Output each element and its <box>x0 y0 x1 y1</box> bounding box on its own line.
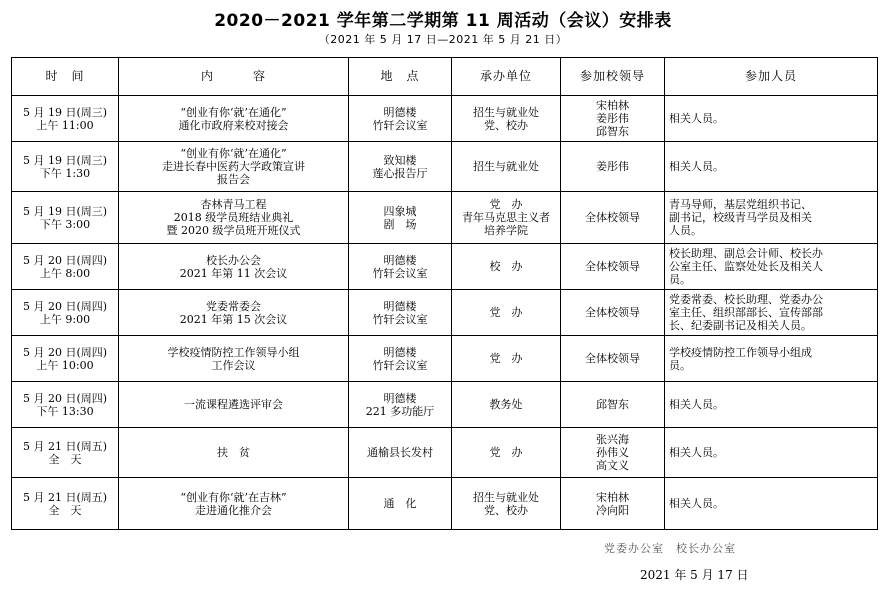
cell-place-line: 明德楼 <box>383 345 417 359</box>
cell-leaders <box>561 382 665 428</box>
cell-attendees-line: 副书记，校级青马学员及相关 <box>669 211 812 224</box>
header-time: 时 间 <box>12 58 119 96</box>
cell-attendees <box>665 478 878 530</box>
cell-leaders <box>561 478 665 530</box>
cell-content-line: “创业有你‘就’在通化” <box>180 147 287 160</box>
cell-time-line: 5 月 21 日(周五) <box>22 439 108 453</box>
cell-attendees-line: 员。 <box>669 358 691 372</box>
cell-place-line: 221 多功能厅 <box>365 404 435 418</box>
cell-time <box>12 96 119 142</box>
cell-organizer-line: 党 办 <box>489 306 523 319</box>
cell-content <box>119 142 349 192</box>
cell-time <box>12 290 119 336</box>
cell-organizer <box>452 290 561 336</box>
cell-organizer-line: 培养学院 <box>484 224 528 237</box>
cell-content-line: 2021 年第 11 次会议 <box>179 266 288 280</box>
cell-content-line: 扶 贫 <box>217 446 250 459</box>
cell-time <box>12 142 119 192</box>
cell-leaders-line: 邱智东 <box>596 398 629 411</box>
cell-leaders <box>561 192 665 244</box>
cell-time <box>12 382 119 428</box>
table-row <box>12 96 878 142</box>
cell-leaders-line: 姜彤伟 <box>596 112 629 125</box>
cell-organizer <box>452 382 561 428</box>
cell-leaders-line: 宋柏林 <box>596 490 629 504</box>
cell-organizer-line: 青年马克思主义者 <box>462 211 550 224</box>
cell-leaders-line: 宋柏林 <box>596 99 629 112</box>
cell-place-line: 致知楼 <box>383 153 417 167</box>
cell-leaders-line: 全体校领导 <box>585 260 640 273</box>
header-attendees: 参加人员 <box>665 58 878 96</box>
table-row <box>12 336 878 382</box>
cell-organizer <box>452 192 561 244</box>
cell-organizer <box>452 336 561 382</box>
cell-attendees-line: 人员。 <box>669 224 702 237</box>
cell-leaders-line: 冷向阳 <box>596 503 629 517</box>
cell-content-line: “创业有你‘就’在吉林” <box>180 490 287 504</box>
cell-leaders-line: 全体校领导 <box>585 306 640 319</box>
cell-time <box>12 192 119 244</box>
table-row <box>12 142 878 192</box>
cell-time-line: 上午 10:00 <box>36 358 94 372</box>
cell-time-line: 5 月 20 日(周四) <box>22 345 108 359</box>
cell-place <box>349 336 452 382</box>
table-row <box>12 244 878 290</box>
cell-place-line: 竹轩会议室 <box>372 118 428 132</box>
cell-content-line: 暨 2020 级学员班开班仪式 <box>166 224 301 237</box>
cell-time-line: 全 天 <box>48 452 82 466</box>
cell-content-line: 报告会 <box>217 173 250 186</box>
cell-attendees-line: 相关人员。 <box>669 446 724 459</box>
cell-organizer-line: 党 办 <box>489 446 523 459</box>
cell-organizer <box>452 428 561 478</box>
cell-time <box>12 478 119 530</box>
cell-time <box>12 336 119 382</box>
cell-organizer-line: 党 办 <box>489 352 523 365</box>
cell-content <box>119 382 349 428</box>
cell-leaders <box>561 428 665 478</box>
cell-time-line: 5 月 21 日(周五) <box>22 490 108 504</box>
cell-leaders-line: 全体校领导 <box>585 352 640 365</box>
cell-organizer <box>452 96 561 142</box>
header-leaders: 参加校领导 <box>561 58 665 96</box>
header-content: 内 容 <box>119 58 349 96</box>
table-row <box>12 478 878 530</box>
cell-content <box>119 428 349 478</box>
cell-attendees-line: 公室主任、监察处处长及相关人 <box>669 260 823 273</box>
cell-organizer-line: 党 办 <box>489 198 523 211</box>
cell-attendees <box>665 428 878 478</box>
cell-content <box>119 336 349 382</box>
cell-leaders <box>561 96 665 142</box>
cell-attendees <box>665 192 878 244</box>
cell-content <box>119 290 349 336</box>
cell-place-line: 竹轩会议室 <box>372 358 428 372</box>
cell-attendees-line: 青马导师，基层党组织书记、 <box>669 198 812 211</box>
cell-time <box>12 244 119 290</box>
cell-place <box>349 96 452 142</box>
cell-content-line: 2021 年第 15 次会议 <box>179 312 288 326</box>
cell-time-line: 上午 8:00 <box>39 266 91 280</box>
cell-content-line: “创业有你‘就’在通化” <box>180 105 287 119</box>
cell-content-line: 走进通化推介会 <box>195 503 272 517</box>
cell-attendees-line: 学校疫情防控工作领导小组成 <box>669 345 812 359</box>
cell-content-line: 一流课程遴选评审会 <box>184 398 283 411</box>
table-row <box>12 428 878 478</box>
cell-content-line: 杏林青马工程 <box>200 198 267 211</box>
cell-leaders-line: 全体校领导 <box>585 211 640 224</box>
cell-time-line: 5 月 20 日(周四) <box>22 253 108 267</box>
cell-attendees <box>665 244 878 290</box>
header-place: 地 点 <box>349 58 452 96</box>
cell-place <box>349 192 452 244</box>
cell-organizer-line: 招生与就业处 <box>473 160 539 173</box>
cell-content-line: 党委常委会 <box>206 299 261 313</box>
cell-leaders <box>561 244 665 290</box>
cell-leaders <box>561 336 665 382</box>
cell-leaders-line: 姜彤伟 <box>596 160 629 173</box>
cell-attendees-line: 室主任、组织部部长、宣传部部 <box>669 306 823 319</box>
cell-attendees <box>665 142 878 192</box>
table-header-row <box>12 58 878 96</box>
cell-attendees-line: 校长助理、副总会计师、校长办 <box>669 247 823 260</box>
cell-place-line: 竹轩会议室 <box>372 266 428 280</box>
cell-place-line: 明德楼 <box>383 391 417 405</box>
cell-attendees-line: 党委常委、校长助理、党委办公 <box>669 293 823 306</box>
schedule-table <box>11 57 878 530</box>
cell-time-line: 5 月 20 日(周四) <box>22 299 108 313</box>
issue-date: 2021 年 5 月 17 日 <box>640 568 749 582</box>
cell-attendees <box>665 290 878 336</box>
cell-organizer-line: 招生与就业处 <box>473 105 539 119</box>
cell-organizer-line: 党、校办 <box>484 118 528 132</box>
cell-content-line: 走进长春中医药大学政策宣讲 <box>162 160 305 173</box>
cell-time-line: 下午 13:30 <box>36 404 94 418</box>
cell-time-line: 下午 3:00 <box>39 217 91 231</box>
table-row <box>12 290 878 336</box>
cell-attendees <box>665 336 878 382</box>
date-range-subtitle: （2021 年 5 月 17 日—2021 年 5 月 21 日） <box>318 33 568 46</box>
cell-place-line: 明德楼 <box>383 299 417 313</box>
cell-content <box>119 192 349 244</box>
cell-attendees-line: 相关人员。 <box>669 398 724 411</box>
cell-place-line: 明德楼 <box>383 253 417 267</box>
cell-place <box>349 244 452 290</box>
cell-time-line: 5 月 20 日(周四) <box>22 391 108 405</box>
cell-time-line: 全 天 <box>48 503 82 517</box>
cell-place-line: 剧 场 <box>383 217 417 231</box>
table-row <box>12 192 878 244</box>
page-title: 2020－2021 学年第二学期第 11 周活动（会议）安排表 <box>214 11 672 31</box>
cell-place-line: 通榆县长发村 <box>367 446 433 459</box>
cell-place-line: 竹轩会议室 <box>372 312 428 326</box>
cell-content-line: 通化市政府来校对接会 <box>178 118 289 132</box>
cell-place <box>349 142 452 192</box>
cell-time-line: 下午 1:30 <box>39 166 91 180</box>
header-organizer: 承办单位 <box>452 58 561 96</box>
cell-place <box>349 290 452 336</box>
cell-content-line: 学校疫情防控工作领导小组 <box>167 345 300 359</box>
cell-organizer-line: 校 办 <box>489 260 523 273</box>
cell-place <box>349 382 452 428</box>
cell-place-line: 四象城 <box>383 204 417 218</box>
cell-time-line: 5 月 19 日(周三) <box>22 105 108 119</box>
cell-time-line: 5 月 19 日(周三) <box>22 153 108 167</box>
cell-organizer <box>452 478 561 530</box>
cell-attendees <box>665 382 878 428</box>
cell-attendees <box>665 96 878 142</box>
cell-attendees-line: 相关人员。 <box>669 112 724 125</box>
table-row <box>12 382 878 428</box>
cell-content-line: 工作会议 <box>211 358 256 372</box>
cell-leaders <box>561 290 665 336</box>
cell-time-line: 5 月 19 日(周三) <box>22 204 108 218</box>
cell-content-line: 2018 级学员班结业典礼 <box>173 211 294 224</box>
cell-place-line: 通 化 <box>383 497 417 510</box>
cell-content <box>119 244 349 290</box>
cell-organizer-line: 教务处 <box>489 398 523 411</box>
cell-leaders-line: 张兴海 <box>596 433 629 446</box>
cell-organizer-line: 党、校办 <box>484 503 528 517</box>
cell-place-line: 莲心报告厅 <box>372 166 428 180</box>
cell-time <box>12 428 119 478</box>
cell-attendees-line: 相关人员。 <box>669 497 724 510</box>
cell-attendees-line: 员。 <box>669 273 691 286</box>
cell-organizer <box>452 244 561 290</box>
cell-organizer-line: 招生与就业处 <box>473 490 539 504</box>
cell-leaders-line: 孙伟义 <box>596 446 629 459</box>
cell-attendees-line: 长、纪委副书记及相关人员。 <box>669 319 812 332</box>
cell-organizer <box>452 142 561 192</box>
cell-place-line: 明德楼 <box>383 105 417 119</box>
cell-content <box>119 478 349 530</box>
cell-leaders-line: 邱智东 <box>596 125 629 138</box>
cell-leaders <box>561 142 665 192</box>
cell-content-line: 校长办公会 <box>206 253 261 267</box>
cell-place <box>349 478 452 530</box>
cell-place <box>349 428 452 478</box>
cell-time-line: 上午 11:00 <box>36 118 94 132</box>
cell-attendees-line: 相关人员。 <box>669 160 724 173</box>
cell-content <box>119 96 349 142</box>
issuing-office: 党委办公室 校长办公室 <box>604 542 736 555</box>
cell-time-line: 上午 9:00 <box>39 312 91 326</box>
cell-leaders-line: 高文义 <box>596 459 629 472</box>
